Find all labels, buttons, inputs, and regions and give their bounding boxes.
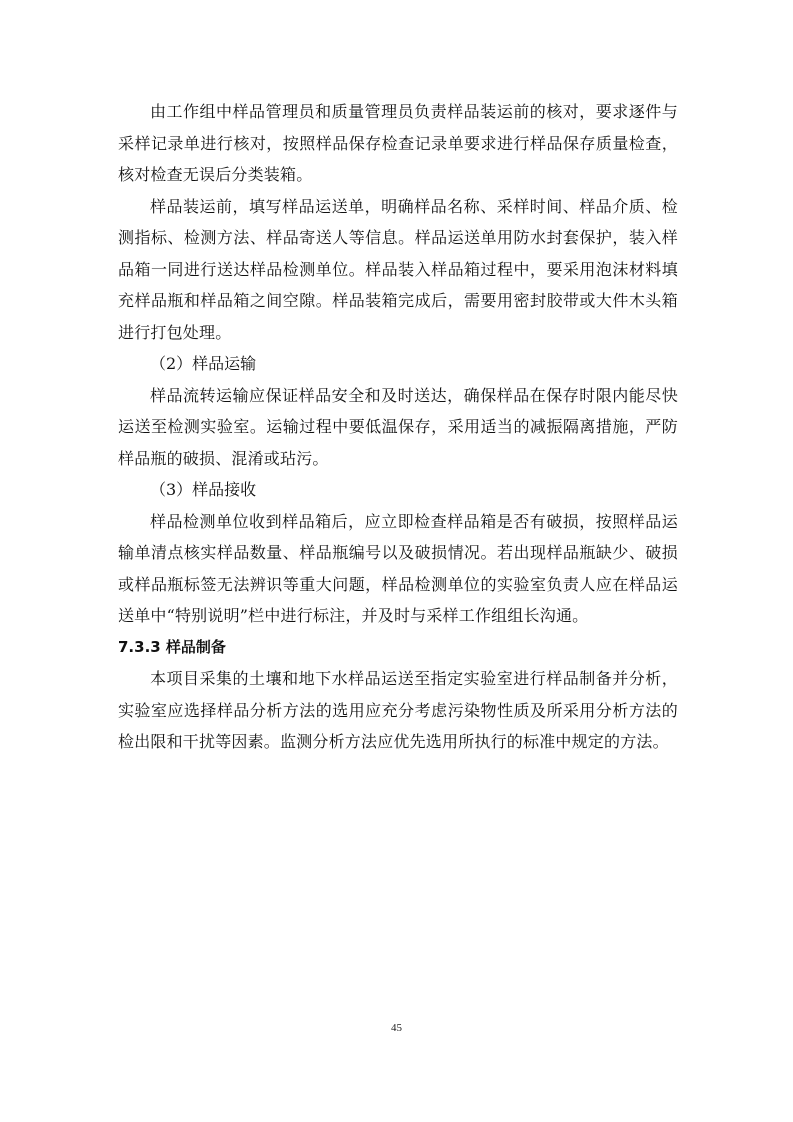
- paragraph-sample-preparation: 本项目采集的土壤和地下水样品运送至指定实验室进行样品制备并分析，实验室应选择样品分析方法的选用应充分考虑污染物性质及所采用分析方法的检出限和干扰等因素。监测分析方法应优先选用所执行的标准中规定的方法。: [118, 669, 678, 751]
- paragraph-packing-check: 由工作组中样品管理员和质量管理员负责样品装运前的核对，要求逐件与采样记录单进行核对，按照样品保存检查记录单要求进行样品保存质量检查，核对检查无误后分类装箱。: [118, 102, 678, 184]
- paragraph-sample-transport: 样品流转运输应保证样品安全和及时送达，确保样品在保存时限内能尽快运送至检测实验室。运输过程中要低温保存，采用适当的减振隔离措施，严防样品瓶的破损、混淆或玷污。: [118, 385, 678, 468]
- section-heading-sample-preparation: 7.3.3 样品制备: [118, 637, 226, 656]
- document-body: [118, 96, 678, 758]
- subheading-sample-transport: （2）样品运输: [150, 354, 257, 373]
- paragraph-sample-receipt: 样品检测单位收到样品箱后，应立即检查样品箱是否有破损，按照样品运输单清点核实样品数量、样品瓶编号以及破损情况。若出现样品瓶缺少、破损或样品瓶标签无法辨识等重大问题，样品检测单位的实验室负责人应在样品运送单中“特别说明”栏中进行标注，并及时与采样工作组组长沟通。: [118, 511, 678, 625]
- paragraph-shipping-form: 样品装运前，填写样品运送单，明确样品名称、采样时间、样品介质、检测指标、检测方法、样品寄送人等信息。样品运送单用防水封套保护，装入样品箱一同进行送达样品检测单位。样品装入样品箱过程中，要采用泡沫材料填充样品瓶和样品箱之间空隙。样品装箱完成后，需要用密封胶带或大件木头箱进行打包处理。: [118, 196, 678, 342]
- subheading-sample-receipt: （3）样品接收: [150, 480, 257, 499]
- page-number: 45: [391, 1022, 402, 1034]
